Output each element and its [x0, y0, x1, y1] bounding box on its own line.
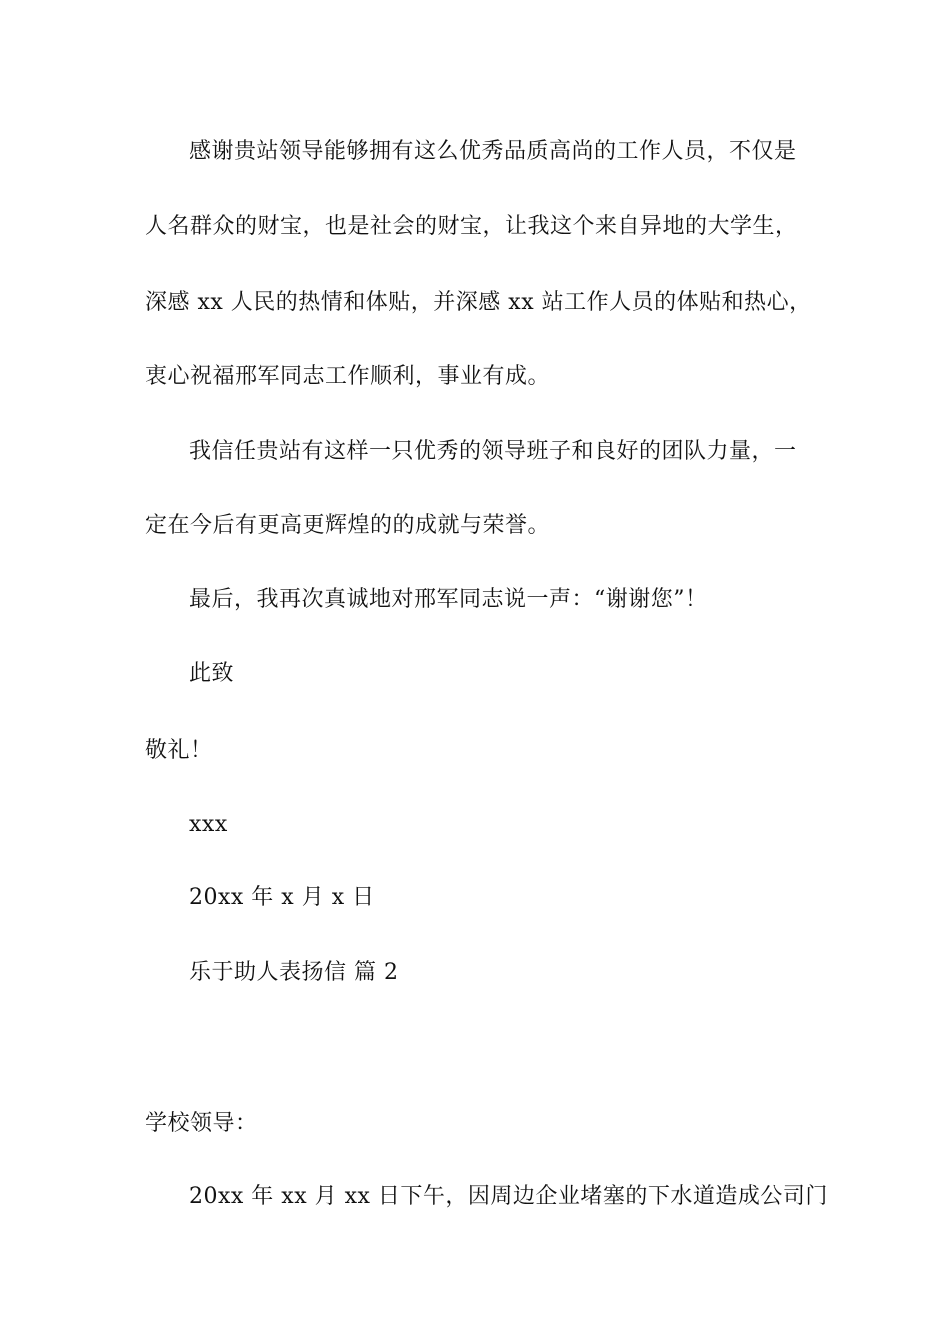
letter-2-salutation: 学校领导：: [145, 1111, 258, 1136]
paragraph-1-line-2: 人名群众的财宝，也是社会的财宝，让我这个来自异地的大学生，: [145, 214, 798, 239]
closing-jingli: 敬礼！: [145, 738, 213, 763]
letter-2-line-1: 20xx 年 xx 月 xx 日下午，因周边企业堵塞的下水道造成公司门: [189, 1184, 828, 1209]
paragraph-1-line-4: 衷心祝福邢军同志工作顺利，事业有成。: [145, 364, 551, 389]
section-title: 乐于助人表扬信 篇 2: [189, 960, 399, 985]
paragraph-3: 最后，我再次真诚地对邢军同志说一声：“谢谢您”！: [189, 587, 708, 612]
paragraph-2-line-2: 定在今后有更高更辉煌的的成就与荣誉。: [145, 513, 551, 538]
closing-cizhi: 此致: [189, 661, 235, 686]
paragraph-1-line-3: 深感 xx 人民的热情和体贴，并深感 xx 站工作人员的体贴和热心，: [145, 290, 812, 315]
signature-date: 20xx 年 x 月 x 日: [189, 885, 375, 910]
signature-name: xxx: [189, 812, 228, 837]
paragraph-1-line-1: 感谢贵站领导能够拥有这么优秀品质高尚的工作人员，不仅是: [189, 139, 797, 164]
paragraph-2-line-1: 我信任贵站有这样一只优秀的领导班子和良好的团队力量，一: [189, 439, 797, 464]
